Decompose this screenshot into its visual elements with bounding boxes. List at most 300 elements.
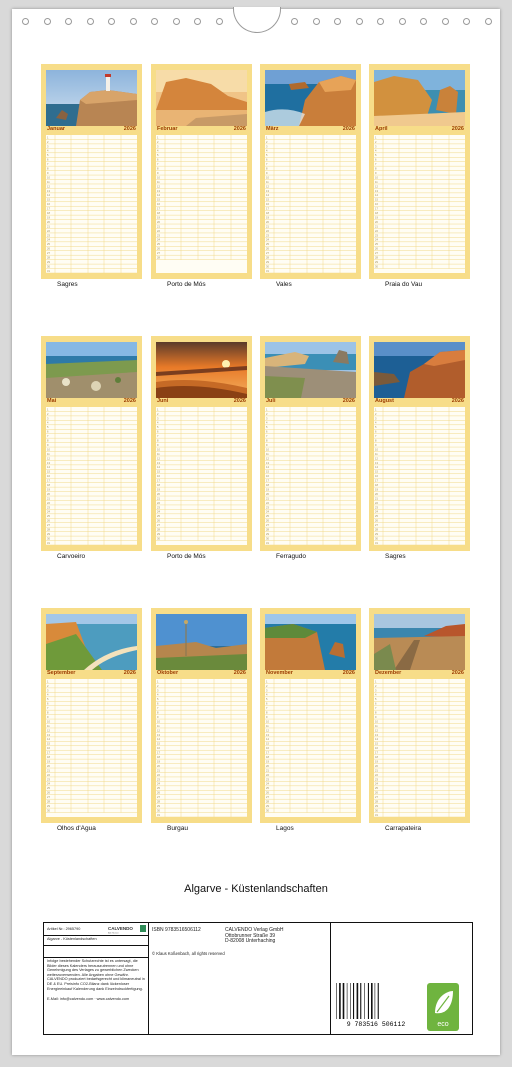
svg-text:6: 6 <box>266 158 268 162</box>
svg-text:28: 28 <box>157 528 160 532</box>
svg-text:27: 27 <box>266 796 269 800</box>
svg-text:6: 6 <box>47 702 49 706</box>
svg-text:2: 2 <box>47 684 49 688</box>
svg-text:14: 14 <box>47 194 50 198</box>
svg-text:25: 25 <box>375 787 378 791</box>
svg-text:6: 6 <box>157 158 159 162</box>
svg-text:28: 28 <box>47 528 50 532</box>
svg-text:12: 12 <box>266 457 269 461</box>
svg-text:25: 25 <box>266 515 269 519</box>
month-year: 2026 <box>233 670 246 676</box>
svg-text:20: 20 <box>266 492 269 496</box>
svg-text:18: 18 <box>157 484 160 488</box>
svg-text:12: 12 <box>47 457 50 461</box>
svg-text:20: 20 <box>266 764 269 768</box>
svg-text:6: 6 <box>266 702 268 706</box>
month-block <box>260 608 361 823</box>
svg-text:13: 13 <box>375 189 378 193</box>
month-block <box>369 336 470 551</box>
svg-text:23: 23 <box>157 506 160 510</box>
svg-text:4: 4 <box>266 693 268 697</box>
svg-text:24: 24 <box>157 782 160 786</box>
svg-text:26: 26 <box>266 791 269 795</box>
svg-text:5: 5 <box>266 426 268 430</box>
svg-text:7: 7 <box>375 163 377 167</box>
svg-text:15: 15 <box>375 198 378 202</box>
svg-text:31: 31 <box>375 541 378 545</box>
svg-text:25: 25 <box>47 243 50 247</box>
svg-text:2: 2 <box>375 684 377 688</box>
svg-text:2: 2 <box>157 684 159 688</box>
svg-text:12: 12 <box>266 185 269 189</box>
svg-text:19: 19 <box>375 216 378 220</box>
svg-text:27: 27 <box>375 524 378 528</box>
month-block <box>260 336 361 551</box>
contact-email: E-Mail: info@calvendo.com · www.calvendo.com <box>47 997 130 1001</box>
landscape-photo <box>265 342 356 398</box>
svg-text:29: 29 <box>266 805 269 808</box>
svg-text:20: 20 <box>157 764 160 768</box>
svg-text:25: 25 <box>47 787 50 791</box>
svg-text:18: 18 <box>266 756 269 760</box>
svg-text:12: 12 <box>375 729 378 733</box>
binding-hole <box>463 18 470 25</box>
publisher-line: Ottobrunner Straße 39 <box>225 932 276 939</box>
svg-text:20: 20 <box>375 220 378 224</box>
barcode-number: 9 783516 506112 <box>346 1021 406 1028</box>
svg-text:8: 8 <box>375 439 377 443</box>
svg-text:26: 26 <box>266 247 269 251</box>
month-header <box>156 399 247 405</box>
barcode-bars <box>332 983 420 1023</box>
binding-hole <box>377 18 384 25</box>
svg-text:6: 6 <box>157 430 159 434</box>
svg-text:8: 8 <box>375 167 377 171</box>
svg-text:7: 7 <box>157 163 159 167</box>
svg-text:16: 16 <box>47 203 50 207</box>
svg-text:26: 26 <box>47 247 50 251</box>
svg-text:14: 14 <box>157 466 160 470</box>
month-name: Juli <box>266 398 276 404</box>
month-year: 2026 <box>342 670 355 676</box>
landscape-photo <box>374 614 465 670</box>
svg-text:10: 10 <box>47 448 50 452</box>
month-block <box>41 608 142 823</box>
eco-badge <box>427 983 459 1031</box>
svg-text:21: 21 <box>47 225 50 229</box>
month-year: 2026 <box>342 126 355 132</box>
month-year: 2026 <box>451 398 464 404</box>
svg-text:6: 6 <box>266 430 268 434</box>
svg-text:15: 15 <box>47 470 50 474</box>
svg-text:26: 26 <box>47 791 50 795</box>
photo-caption: Sagres <box>57 281 78 288</box>
month-name: Dezember <box>375 670 402 676</box>
svg-text:3: 3 <box>266 145 268 149</box>
svg-text:1: 1 <box>47 136 49 140</box>
svg-text:23: 23 <box>47 778 50 782</box>
svg-text:11: 11 <box>375 452 378 456</box>
svg-text:5: 5 <box>375 698 377 702</box>
svg-text:1: 1 <box>47 680 49 684</box>
svg-text:13: 13 <box>266 189 269 193</box>
svg-text:17: 17 <box>157 479 160 483</box>
svg-text:7: 7 <box>266 707 268 711</box>
svg-text:14: 14 <box>157 738 160 742</box>
svg-text:23: 23 <box>266 778 269 782</box>
svg-text:29: 29 <box>375 261 378 264</box>
svg-text:23: 23 <box>375 234 378 238</box>
svg-text:11: 11 <box>266 180 269 184</box>
svg-text:22: 22 <box>47 229 50 233</box>
month-header <box>156 127 247 133</box>
svg-text:21: 21 <box>375 497 378 501</box>
binding-hole <box>399 18 406 25</box>
svg-text:12: 12 <box>375 185 378 189</box>
svg-text:5: 5 <box>266 698 268 702</box>
svg-text:25: 25 <box>157 243 160 247</box>
svg-text:20: 20 <box>47 764 50 768</box>
svg-text:22: 22 <box>157 229 160 233</box>
svg-text:12: 12 <box>47 185 50 189</box>
svg-text:19: 19 <box>266 760 269 764</box>
month-header <box>374 399 465 405</box>
landscape-photo <box>46 614 137 670</box>
binding-hole <box>334 18 341 25</box>
svg-text:29: 29 <box>266 261 269 264</box>
svg-text:18: 18 <box>375 212 378 216</box>
svg-text:12: 12 <box>157 729 160 733</box>
svg-text:27: 27 <box>47 524 50 528</box>
svg-text:3: 3 <box>157 689 159 693</box>
svg-text:23: 23 <box>266 234 269 238</box>
svg-text:23: 23 <box>375 506 378 510</box>
svg-text:7: 7 <box>157 435 159 439</box>
landscape-photo <box>156 70 247 126</box>
svg-text:17: 17 <box>375 479 378 483</box>
svg-text:24: 24 <box>266 510 269 514</box>
svg-text:13: 13 <box>375 461 378 465</box>
month-block <box>41 64 142 279</box>
photo-caption: Sagres <box>385 553 406 560</box>
landscape-photo <box>156 614 247 670</box>
svg-text:11: 11 <box>375 180 378 184</box>
svg-text:19: 19 <box>375 760 378 764</box>
svg-text:7: 7 <box>375 435 377 439</box>
svg-text:19: 19 <box>47 216 50 220</box>
svg-text:12: 12 <box>47 729 50 733</box>
svg-text:13: 13 <box>157 189 160 193</box>
svg-text:22: 22 <box>47 501 50 505</box>
svg-text:11: 11 <box>157 724 160 728</box>
svg-text:14: 14 <box>47 466 50 470</box>
svg-text:5: 5 <box>375 154 377 158</box>
svg-text:30: 30 <box>157 537 160 541</box>
month-header <box>46 671 137 677</box>
svg-text:14: 14 <box>375 738 378 742</box>
svg-text:28: 28 <box>266 256 269 260</box>
svg-text:28: 28 <box>375 256 378 260</box>
landscape-photo <box>46 342 137 398</box>
calvendo-logo-sub: Alle Motive <box>108 932 119 934</box>
month-name: April <box>375 126 388 132</box>
eco-label: eco <box>437 1021 449 1028</box>
svg-text:9: 9 <box>375 715 377 719</box>
barcode <box>332 983 420 1033</box>
month-name: Mai <box>47 398 57 404</box>
calvendo-logo-text: CALVENDO <box>108 926 133 931</box>
svg-text:6: 6 <box>47 158 49 162</box>
svg-text:31: 31 <box>157 813 160 817</box>
product-name: Algarve - Küstenlandschaften <box>47 937 97 941</box>
svg-text:4: 4 <box>47 693 49 697</box>
planner-grid <box>265 679 356 817</box>
svg-text:24: 24 <box>47 238 50 242</box>
svg-text:8: 8 <box>266 167 268 171</box>
month-name: Januar <box>47 126 66 132</box>
svg-text:13: 13 <box>266 461 269 465</box>
month-header <box>46 399 137 405</box>
svg-text:24: 24 <box>375 238 378 242</box>
svg-text:15: 15 <box>47 198 50 202</box>
legal-notice: Infolge bestehender Schutzrechte ist es untersagt, die Bilder dieses Kalenders herauszutrennen und ohne Genehmigung des Verlages zu gewerblichen Zwecken weiterzuverwenden. Alle Angaben ohne Gewähr. CALVENDO produziert bedarfsgerecht und klimaneutral in DE & EU. Preisinfo CO2-Bilanz dank lückenloser Energieeinkauf Kalenderung dank Einzelndruckfertigung. <box>47 959 145 991</box>
svg-text:4: 4 <box>47 149 49 153</box>
svg-text:11: 11 <box>47 452 50 456</box>
svg-text:11: 11 <box>157 452 160 456</box>
svg-text:18: 18 <box>375 756 378 760</box>
binding-hole <box>291 18 298 25</box>
svg-text:3: 3 <box>375 689 377 693</box>
photo-caption: Carvoeiro <box>57 553 86 560</box>
svg-text:22: 22 <box>266 773 269 777</box>
svg-text:23: 23 <box>375 778 378 782</box>
photo-caption: Porto de Mós <box>167 553 206 560</box>
planner-grid <box>374 679 465 817</box>
svg-text:28: 28 <box>157 800 160 804</box>
svg-text:2: 2 <box>157 140 159 144</box>
svg-text:28: 28 <box>47 256 50 260</box>
svg-text:28: 28 <box>47 800 50 804</box>
svg-text:14: 14 <box>375 466 378 470</box>
svg-text:20: 20 <box>47 220 50 224</box>
svg-text:8: 8 <box>47 167 49 171</box>
binding-hole <box>216 18 223 25</box>
svg-text:24: 24 <box>375 782 378 786</box>
month-header <box>265 399 356 405</box>
calvendo-logo <box>108 925 148 936</box>
month-year: 2026 <box>451 126 464 132</box>
svg-text:31: 31 <box>47 541 50 545</box>
month-header <box>265 671 356 677</box>
svg-text:5: 5 <box>266 154 268 158</box>
copyright: © Klaus Koßenbach, all rights reserved <box>152 951 225 956</box>
svg-text:9: 9 <box>375 443 377 447</box>
svg-text:12: 12 <box>157 457 160 461</box>
svg-text:2: 2 <box>266 684 268 688</box>
planner-grid <box>156 135 247 273</box>
svg-text:10: 10 <box>47 720 50 724</box>
planner-grid <box>265 407 356 545</box>
svg-text:22: 22 <box>375 773 378 777</box>
svg-text:15: 15 <box>266 742 269 746</box>
svg-text:27: 27 <box>266 524 269 528</box>
svg-text:17: 17 <box>157 207 160 211</box>
svg-text:7: 7 <box>266 435 268 439</box>
svg-text:1: 1 <box>266 136 268 140</box>
svg-text:22: 22 <box>266 501 269 505</box>
svg-text:30: 30 <box>375 537 378 541</box>
landscape-photo <box>46 70 137 126</box>
planner-grid <box>374 407 465 545</box>
svg-text:21: 21 <box>47 497 50 501</box>
svg-text:27: 27 <box>266 252 269 256</box>
svg-text:10: 10 <box>157 176 160 180</box>
svg-text:3: 3 <box>47 689 49 693</box>
svg-text:16: 16 <box>266 747 269 751</box>
svg-text:25: 25 <box>266 243 269 247</box>
svg-text:9: 9 <box>157 443 159 447</box>
month-header <box>374 127 465 133</box>
svg-text:1: 1 <box>157 136 159 140</box>
svg-text:24: 24 <box>157 510 160 514</box>
svg-text:22: 22 <box>47 773 50 777</box>
photo-caption: Porto de Mós <box>167 281 206 288</box>
planner-grid <box>265 135 356 273</box>
svg-text:21: 21 <box>157 225 160 229</box>
svg-text:16: 16 <box>47 747 50 751</box>
publisher-line: CALVENDO Verlag GmbH <box>225 927 284 933</box>
svg-text:17: 17 <box>47 207 50 211</box>
svg-text:10: 10 <box>266 448 269 452</box>
svg-text:4: 4 <box>157 693 159 697</box>
publisher-line: D-82008 Unterhaching <box>225 938 276 945</box>
svg-text:17: 17 <box>47 479 50 483</box>
svg-text:26: 26 <box>266 519 269 523</box>
svg-text:17: 17 <box>266 207 269 211</box>
svg-text:30: 30 <box>47 265 50 269</box>
svg-text:25: 25 <box>375 243 378 247</box>
svg-text:10: 10 <box>47 176 50 180</box>
svg-text:15: 15 <box>375 470 378 474</box>
photo-caption: Olhos d'Agua <box>57 825 96 832</box>
svg-text:8: 8 <box>266 439 268 443</box>
binding-hole <box>420 18 427 25</box>
svg-text:23: 23 <box>266 506 269 510</box>
svg-text:3: 3 <box>375 145 377 149</box>
month-block <box>151 608 252 823</box>
svg-text:4: 4 <box>157 149 159 153</box>
svg-text:7: 7 <box>375 707 377 711</box>
svg-text:15: 15 <box>157 198 160 202</box>
svg-text:17: 17 <box>266 479 269 483</box>
photo-caption: Ferragudo <box>276 553 306 560</box>
svg-text:16: 16 <box>375 475 378 479</box>
svg-text:9: 9 <box>266 171 268 175</box>
svg-text:1: 1 <box>375 680 377 684</box>
svg-text:3: 3 <box>266 689 268 693</box>
svg-text:30: 30 <box>375 809 378 813</box>
svg-text:27: 27 <box>47 796 50 800</box>
month-block <box>151 336 252 551</box>
landscape-photo <box>156 342 247 398</box>
svg-text:28: 28 <box>375 528 378 532</box>
svg-text:18: 18 <box>375 484 378 488</box>
svg-text:4: 4 <box>375 149 377 153</box>
svg-text:27: 27 <box>375 796 378 800</box>
binding-hole <box>151 18 158 25</box>
svg-text:4: 4 <box>375 421 377 425</box>
planner-grid <box>46 679 137 817</box>
svg-text:13: 13 <box>47 733 50 737</box>
svg-text:15: 15 <box>47 742 50 746</box>
svg-text:8: 8 <box>47 711 49 715</box>
svg-text:19: 19 <box>47 488 50 492</box>
month-year: 2026 <box>451 670 464 676</box>
svg-text:5: 5 <box>47 426 49 430</box>
svg-text:14: 14 <box>375 194 378 198</box>
svg-text:2: 2 <box>266 140 268 144</box>
svg-text:21: 21 <box>266 769 269 773</box>
svg-text:10: 10 <box>375 448 378 452</box>
svg-text:7: 7 <box>266 163 268 167</box>
planner-grid <box>156 407 247 545</box>
svg-text:26: 26 <box>157 519 160 523</box>
month-header <box>265 127 356 133</box>
photo-caption: Vales <box>276 281 292 288</box>
svg-text:24: 24 <box>375 510 378 514</box>
landscape-photo <box>265 70 356 126</box>
binding-hole <box>356 18 363 25</box>
svg-text:17: 17 <box>47 751 50 755</box>
svg-text:13: 13 <box>47 189 50 193</box>
svg-text:19: 19 <box>157 760 160 764</box>
month-header <box>156 671 247 677</box>
svg-text:8: 8 <box>157 167 159 171</box>
svg-text:1: 1 <box>375 136 377 140</box>
binding-hole <box>87 18 94 25</box>
svg-text:29: 29 <box>375 533 378 536</box>
svg-text:12: 12 <box>266 729 269 733</box>
svg-text:28: 28 <box>266 800 269 804</box>
svg-text:19: 19 <box>47 760 50 764</box>
svg-text:5: 5 <box>157 426 159 430</box>
svg-text:8: 8 <box>47 439 49 443</box>
svg-text:22: 22 <box>157 773 160 777</box>
svg-text:17: 17 <box>375 207 378 211</box>
svg-text:17: 17 <box>375 751 378 755</box>
svg-text:18: 18 <box>47 756 50 760</box>
svg-text:30: 30 <box>47 537 50 541</box>
svg-text:20: 20 <box>266 220 269 224</box>
binding-hole <box>130 18 137 25</box>
month-name: März <box>266 126 279 132</box>
svg-text:7: 7 <box>47 435 49 439</box>
svg-text:5: 5 <box>157 698 159 702</box>
svg-text:16: 16 <box>375 747 378 751</box>
svg-text:11: 11 <box>375 724 378 728</box>
publisher-footer <box>43 922 473 1035</box>
svg-text:14: 14 <box>266 466 269 470</box>
svg-text:30: 30 <box>266 537 269 541</box>
svg-text:2: 2 <box>157 412 159 416</box>
month-year: 2026 <box>233 398 246 404</box>
month-year: 2026 <box>123 126 136 132</box>
binding-hole <box>65 18 72 25</box>
month-name: November <box>266 670 293 676</box>
svg-text:10: 10 <box>266 720 269 724</box>
planner-grid <box>46 135 137 273</box>
svg-text:22: 22 <box>266 229 269 233</box>
